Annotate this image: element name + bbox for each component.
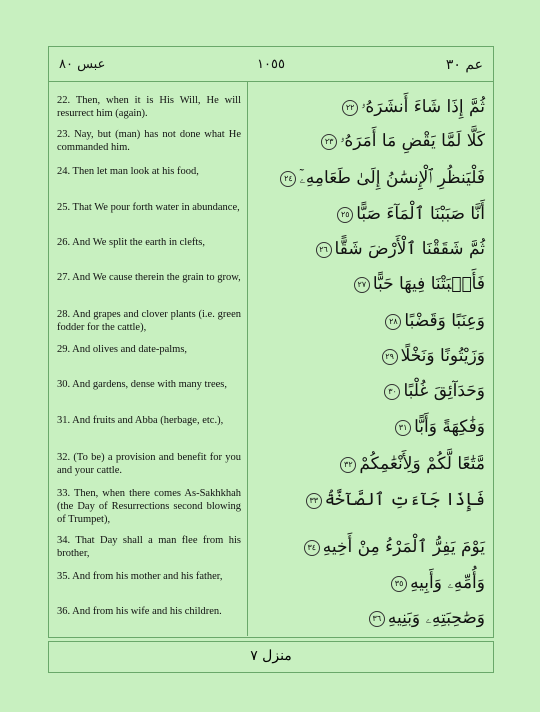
verse-arabic	[255, 489, 485, 511]
verse-translation: 31. And fruits and Abba (herbage, etc.),	[57, 415, 224, 426]
verse-translation: 33. Then, when there comes As-Sakhkhah (the Day of Resurrections second blowing of Trumpet),	[57, 488, 241, 525]
verse-arabic	[255, 607, 485, 629]
verse-arabic-text: وَصَٰحِبَتِهِۦ وَبَنِيهِ	[387, 608, 485, 628]
verse-arabic	[255, 238, 485, 260]
verse-translation: 23. Nay, but (man) has not done what He commanded him.	[57, 129, 241, 153]
ayah-number-icon: ٢٣	[321, 134, 337, 150]
verse-translation: 29. And olives and date-palms,	[57, 344, 188, 355]
ayah-number-icon: ٢٧	[354, 277, 370, 293]
verse-arabic	[255, 572, 485, 594]
manzil-label: منزل ٧	[250, 648, 292, 664]
verse-arabic-text: مَّتَٰعًا لَّكُمْ وَلِأَنْعَٰمِكُمْ	[359, 454, 485, 474]
ayah-number-icon: ٢٥	[337, 207, 353, 223]
juz-label: عم ٣٠	[445, 57, 483, 73]
verse-arabic-text: وَحَدَآئِقَ غُلْبًا	[403, 381, 485, 401]
verse-arabic	[255, 416, 485, 438]
verse-arabic-text: وَأُمِّهِۦ وَأَبِيهِ	[410, 573, 485, 593]
verse-arabic-text: أَنَّا صَبَبْنَا ٱلْمَآءَ صَبًّا	[356, 204, 485, 224]
ayah-number-icon: ٢٤	[280, 171, 296, 187]
verse-arabic-text: فَإِذَا جَآءَتِ ٱلصَّآخَّةُ	[324, 490, 485, 510]
verse-arabic	[255, 273, 485, 295]
verse-translation: 24. Then let man look at his food,	[57, 166, 199, 177]
ayah-number-icon: ٣٠	[384, 384, 400, 400]
verse-arabic	[255, 453, 485, 475]
verse-arabic-text: وَفَٰكِهَةً وَأَبًّا	[414, 417, 485, 437]
ayah-number-icon: ٣٤	[304, 540, 320, 556]
verse-arabic	[255, 96, 485, 118]
ayah-number-icon: ٣٣	[306, 493, 322, 509]
ayah-number-icon: ٣١	[395, 420, 411, 436]
ayah-number-icon: ٣٢	[340, 457, 356, 473]
verse-arabic-text: ثُمَّ إِذَا شَاءَ أَنشَرَهُۥ	[361, 97, 485, 117]
verse-arabic-text: كَلَّا لَمَّا يَقْضِ مَا أَمَرَهُۥ	[340, 131, 485, 151]
page-number: ١٠٥٥	[257, 57, 285, 72]
verse-arabic-text: يَوْمَ يَفِرُّ ٱلْمَرْءُ مِنْ أَخِيهِ	[322, 537, 485, 557]
verse-translation: 28. And grapes and clover plants (i.e. green fodder for the cattle),	[57, 309, 241, 333]
column-divider	[247, 82, 248, 636]
ayah-number-icon: ٣٥	[391, 576, 407, 592]
verse-translation: 36. And from his wife and his children.	[57, 606, 222, 617]
verse-arabic-text: ثُمَّ شَقَقْنَا ٱلْأَرْضَ شَقًّا	[334, 239, 485, 259]
page-frame	[48, 46, 494, 638]
verse-translation: 30. And gardens, dense with many trees,	[57, 379, 228, 390]
verse-arabic	[255, 345, 485, 367]
ayah-number-icon: ٢٨	[385, 314, 401, 330]
verse-arabic-text: فَلْيَنظُرِ ٱلْإِنسَٰنُ إِلَىٰ طَعَامِهِۦٓ	[299, 168, 485, 188]
verse-arabic-text: وَزَيْتُونًا وَنَخْلًا	[400, 346, 485, 366]
verse-arabic-text: فَأَنۢبَتْنَا فِيهَا حَبًّا	[372, 274, 485, 294]
verse-arabic	[255, 130, 485, 152]
ayah-number-icon: ٢٩	[382, 349, 398, 365]
verse-translation: 32. (To be) a provision and benefit for you and your cattle.	[57, 452, 241, 476]
verse-arabic-text: وَعِنَبًا وَقَضْبًا	[404, 311, 485, 331]
surah-label: عبس ٨٠	[59, 57, 106, 72]
page-footer	[48, 641, 494, 673]
verse-arabic	[255, 380, 485, 402]
verse-translation: 26. And We split the earth in clefts,	[57, 237, 205, 248]
verse-translation: 27. And We cause therein the grain to grow,	[57, 272, 241, 283]
verse-arabic	[255, 167, 485, 189]
verse-arabic	[255, 536, 485, 558]
verse-arabic	[255, 310, 485, 332]
ayah-number-icon: ٢٦	[316, 242, 332, 258]
verse-translation: 35. And from his mother and his father,	[57, 571, 223, 582]
verse-translation: 34. That Day shall a man flee from his brother,	[57, 535, 241, 559]
ayah-number-icon: ٢٢	[342, 100, 358, 116]
page-header	[49, 47, 493, 82]
verse-translation: 25. That We pour forth water in abundance,	[57, 202, 240, 213]
verse-translation: 22. Then, when it is His Will, He will resurrect him (again).	[57, 95, 241, 119]
ayah-number-icon: ٣٦	[369, 611, 385, 627]
verse-arabic	[255, 203, 485, 225]
